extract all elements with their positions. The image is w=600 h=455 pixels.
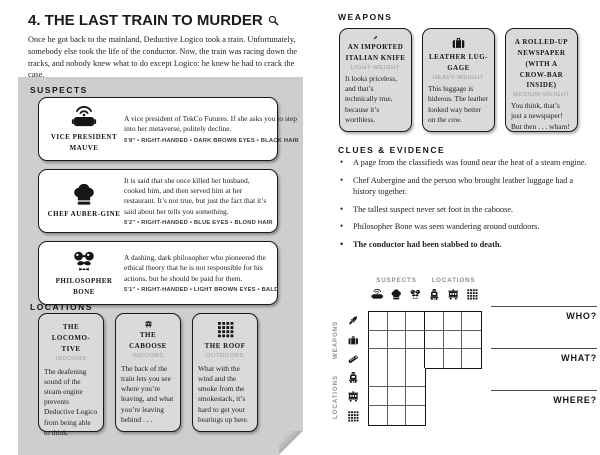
grid-cell[interactable]: [388, 349, 407, 368]
locations-heading: LOCATIONS: [30, 302, 93, 312]
suspect-stats: 5'1" • RIGHT-HANDED • LIGHT BROWN EYES • BALD: [124, 286, 279, 293]
grid-cell[interactable]: [406, 349, 425, 368]
grid-cell[interactable]: [369, 387, 388, 406]
weapon-card-knife: [339, 28, 412, 132]
roof-grid-icon: [347, 410, 360, 423]
vr-headset-icon: [371, 288, 384, 301]
grid-weapons-block: [368, 311, 482, 369]
clue-item: • The tallest suspect never set foot in the caboose.: [338, 204, 598, 215]
grid-cell[interactable]: [462, 312, 481, 331]
location-name: THE LOCOMO-TIVE: [51, 323, 91, 353]
grid-cell[interactable]: [425, 312, 444, 331]
roof-grid-icon: [216, 320, 235, 339]
locomotive-icon: [428, 288, 441, 301]
weapon-description: It looks priceless, and that’s technically true, because it’s worthless.: [345, 73, 397, 124]
vr-headset-icon: [71, 104, 97, 130]
grid-row-group-locations: LOCATIONS: [332, 374, 339, 420]
weapon-name: LEATHER LUG-GAGE: [429, 53, 488, 73]
grid-cell[interactable]: [388, 368, 407, 387]
suspect-name: PHILOSOPHER BONE: [55, 277, 113, 296]
suspect-identity: [44, 104, 124, 154]
weapon-card-luggage: [422, 28, 495, 132]
luggage-icon: [347, 334, 360, 347]
weapon-name: AN IMPORTED ITALIAN KNIFE: [345, 43, 406, 63]
grid-cell[interactable]: [388, 331, 407, 350]
location-description: The back of the train lets you see where you’re leaving, and what you’re leaving behind . . .: [121, 363, 174, 424]
suspect-card-mauve: [38, 97, 299, 161]
weapon-card-newspaper: [505, 28, 578, 132]
grid-cell[interactable]: [388, 387, 407, 406]
grid-cell[interactable]: [444, 312, 463, 331]
answer-label-what: WHAT?: [561, 353, 597, 363]
suspect-identity: [44, 181, 124, 220]
clues-heading: CLUES & EVIDENCE: [338, 145, 446, 155]
chef-hat-icon: [71, 181, 97, 207]
intro-paragraph: Once he got back to the mainland, Deductive Logico took a train. Unfortunately, somebody else took the life of the conductor. Now, the train was racing down the tracks, and nobody knew what to do except Logico: he knew he had to crack the case.: [28, 35, 298, 80]
grid-cell[interactable]: [406, 312, 425, 331]
answer-blank-who[interactable]: [491, 306, 597, 321]
weapon-weight: MEDIUM-WEIGHT: [513, 92, 570, 99]
grid-cell[interactable]: [462, 331, 481, 350]
locations-list: [38, 313, 258, 437]
knife-icon: [366, 35, 385, 40]
grid-cell[interactable]: [369, 349, 388, 368]
suspects-list: [38, 97, 299, 305]
suspect-stats: 5'2" • RIGHT-HANDED • BLUE EYES • BLOND HAIR: [124, 220, 273, 227]
location-card-locomotive: [38, 313, 104, 437]
location-description: The deafening sound of the steam engine prevents Deductive Logico from being able to think.: [44, 366, 98, 437]
suspect-card-aubergine: [38, 169, 278, 233]
grid-cell[interactable]: [388, 406, 407, 425]
answer-blank-where[interactable]: [491, 390, 597, 405]
grid-cell[interactable]: [444, 331, 463, 350]
luggage-icon: [449, 35, 468, 50]
location-type: INDOORS: [132, 352, 164, 359]
locomotive-icon: [347, 371, 360, 384]
weapon-description: You think, that’s just a newspaper! But then . . . wham!: [511, 101, 570, 131]
clue-item: • A page from the classifieds was found near the heat of a steam engine.: [338, 157, 598, 168]
suspect-stats: 5'8" • RIGHT-HANDED • DARK BROWN EYES • BLACK HAIR: [124, 137, 299, 144]
knife-icon: [347, 314, 360, 327]
grid-cell[interactable]: [369, 312, 388, 331]
suspect-card-bone: [38, 241, 278, 305]
weapons-heading: WEAPONS: [338, 12, 393, 22]
suspects-heading: SUSPECTS: [30, 85, 88, 95]
caboose-icon: [139, 320, 158, 328]
location-card-roof: [192, 313, 258, 432]
grid-cell[interactable]: [444, 349, 463, 368]
location-name: THE CABOOSE: [129, 331, 167, 350]
caboose-icon: [347, 390, 360, 403]
weapon-weight: HEAVY-WEIGHT: [432, 75, 484, 82]
suspect-description: A dashing, dark philosopher who pioneered the ethical theory that he is not responsible for his actions, but he should be paid for them.: [124, 252, 266, 283]
suspect-description: It is said that she once killed her husband, cooked him, and then served him at her restaurant. It’s not true, but just the fact that it’s said about her tells you something.: [124, 175, 267, 216]
chef-hat-icon: [390, 288, 403, 301]
location-type: INDOORS: [55, 355, 87, 362]
grid-col-group-suspects: SUSPECTS: [376, 277, 417, 284]
grid-row-group-weapons: WEAPONS: [332, 320, 339, 360]
page-curl: [279, 431, 303, 455]
grid-cell[interactable]: [406, 406, 425, 425]
weapon-name: A ROLLED-UP NEWSPAPER (WITH A CROW-BAR INSIDE): [514, 38, 569, 90]
clue-item: • Chef Aubergine and the person who brought leather luggage had a history together.: [338, 175, 598, 197]
roof-grid-icon: [466, 288, 479, 301]
page-title-text: 4. THE LAST TRAIN TO MURDER: [28, 12, 263, 29]
grid-row-icons-locations: [345, 368, 361, 426]
weapon-weight: LIGHT-WEIGHT: [350, 64, 401, 71]
grid-row-icons-weapons: [345, 311, 361, 369]
location-card-caboose: [115, 313, 181, 432]
location-type: OUTDOORS: [205, 352, 245, 359]
weapons-list: [339, 28, 578, 132]
grid-cell[interactable]: [462, 349, 481, 368]
grid-cell[interactable]: [406, 387, 425, 406]
caboose-icon: [447, 288, 460, 301]
grid-cell[interactable]: [388, 312, 407, 331]
grid-locations-block: [368, 368, 426, 427]
grid-cell[interactable]: [369, 406, 388, 425]
suspect-description: A vice president of TekCo Futures. If she asks you to step into her metaverse, politely decline.: [124, 114, 298, 134]
grid-cell[interactable]: [369, 368, 388, 387]
suspect-name: VICE PRESIDENT MAUVE: [50, 133, 118, 152]
location-name: THE ROOF: [204, 341, 246, 350]
grid-cell[interactable]: [369, 331, 388, 350]
grid-cell[interactable]: [425, 349, 444, 368]
grid-column-icons: [368, 286, 482, 302]
glasses-mustache-icon: [409, 288, 422, 301]
grid-cell[interactable]: [425, 331, 444, 350]
suspect-name: CHEF AUBER-GINE: [47, 210, 121, 219]
rolled-newspaper-icon: [347, 353, 360, 366]
answer-label-who: WHO?: [566, 311, 597, 321]
suspect-identity: [44, 248, 124, 298]
page-title: [28, 12, 280, 29]
magnifier-icon: [267, 14, 280, 27]
grid-col-group-locations: LOCATIONS: [431, 277, 476, 284]
glasses-mustache-icon: [71, 248, 97, 274]
clue-item: • Philosopher Bone was seen wandering around outdoors.: [338, 221, 598, 232]
clues-list: [338, 157, 598, 257]
grid-cell[interactable]: [406, 368, 425, 387]
answer-blank-what[interactable]: [491, 348, 597, 363]
weapon-description: This luggage is hideous. The leather looked way better on the cow.: [428, 84, 488, 124]
answer-label-where: WHERE?: [553, 395, 597, 405]
grid-cell[interactable]: [406, 331, 425, 350]
clue-item: • The conductor had been stabbed to death.: [338, 239, 598, 250]
location-description: What with the wind and the smoke from the smokestack, it’s hard to get your bearings up here.: [198, 363, 249, 424]
